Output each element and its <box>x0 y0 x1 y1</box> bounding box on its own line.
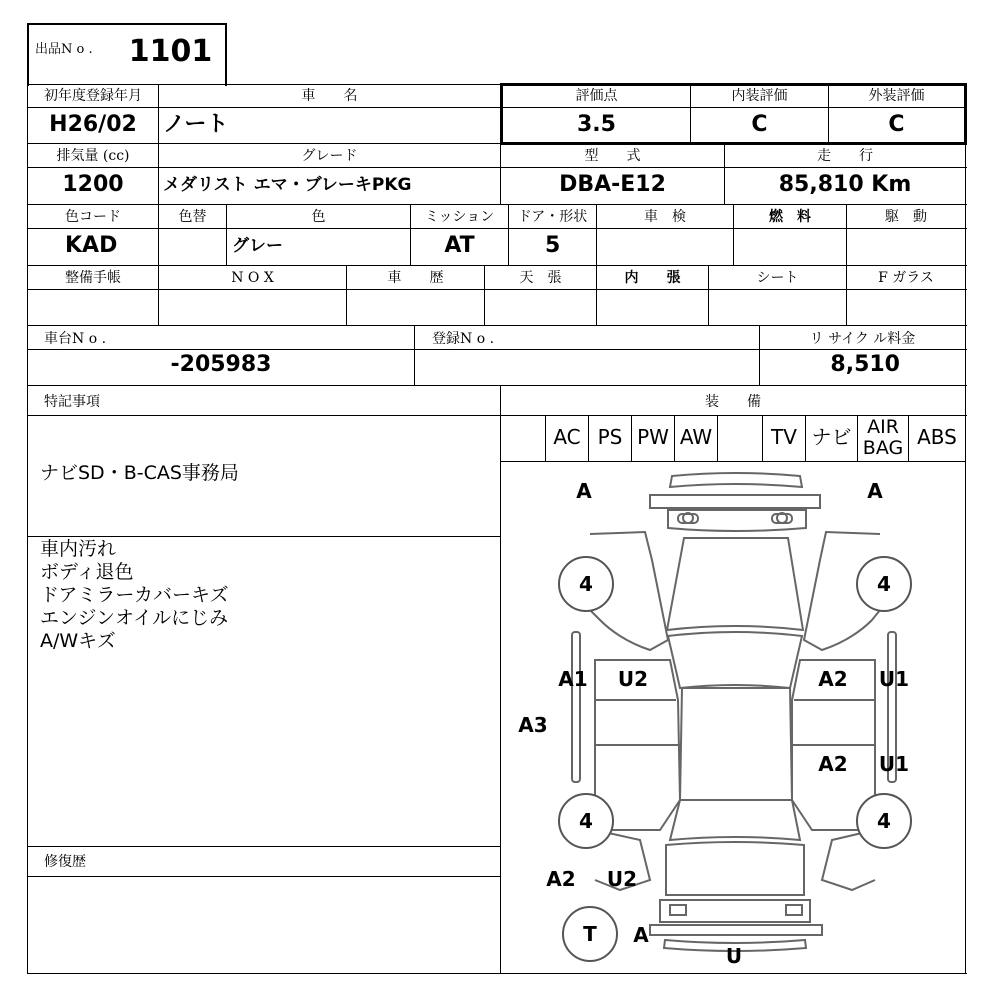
front-glass-label: F ガラス <box>878 270 934 286</box>
recycle-fee-value: 8,510 <box>830 352 900 377</box>
tire-mark: 4 <box>877 572 891 596</box>
special-notes-line: ナビSD・B-CAS事務局 <box>40 462 239 484</box>
damage-mark: A3 <box>518 713 548 737</box>
door-shape-label: ドア・形状 <box>517 209 588 225</box>
first-registration-value: H26/02 <box>49 112 137 137</box>
car-name-value: ノート <box>163 112 229 137</box>
registration-number-label: 登録N o . <box>432 331 495 347</box>
damage-mark: U1 <box>878 667 910 691</box>
recycle-fee-label: リ サイク ル料金 <box>809 331 916 347</box>
model-code-value: DBA-E12 <box>559 172 666 197</box>
color-label: 色 <box>311 209 326 225</box>
score-label: 評価点 <box>575 88 618 104</box>
damage-mark: A <box>576 479 592 503</box>
first-registration-label: 初年度登録年月 <box>44 88 142 104</box>
exterior-grade-label: 外装評価 <box>868 88 925 104</box>
damage-mark: A <box>867 479 883 503</box>
exterior-grade-value: C <box>888 112 905 137</box>
equipment-abs: ABS <box>917 425 957 449</box>
chassis-number-label: 車台N o . <box>44 331 107 347</box>
equipment-airbag: AIR BAG <box>862 416 904 459</box>
model-code-label: 型 式 <box>584 148 641 164</box>
damage-mark: A2 <box>818 752 848 776</box>
equipment-navi: ナビ <box>811 425 852 449</box>
color-value: グレー <box>232 236 283 256</box>
fuel-label: 燃 料 <box>769 209 811 225</box>
mileage-label: 走 行 <box>817 148 873 164</box>
lot-number-label: 出品N o . <box>35 42 93 57</box>
car-history-label: 車 歴 <box>387 270 444 286</box>
interior-grade-label: 内装評価 <box>731 88 788 104</box>
transmission-value: AT <box>444 233 475 258</box>
tire-mark: 4 <box>579 572 593 596</box>
maintenance-book-label: 整備手帳 <box>65 270 121 286</box>
mileage-value: 85,810 Km <box>778 172 912 197</box>
interior-trim-label: 内 張 <box>624 270 681 286</box>
equipment-tv: TV <box>771 425 797 449</box>
grade-label: グレード <box>301 148 358 164</box>
color-code-value: KAD <box>65 233 118 258</box>
lot-number-value: 1101 <box>128 34 213 69</box>
damage-mark: A1 <box>558 667 588 691</box>
interior-grade-value: C <box>751 112 768 137</box>
damage-mark: U <box>725 944 743 968</box>
damage-mark: U1 <box>878 752 910 776</box>
damage-mark: U2 <box>617 667 649 691</box>
seat-label: シート <box>756 270 799 286</box>
tire-mark: T <box>583 922 597 946</box>
transmission-label: ミッション <box>424 209 495 225</box>
tire-mark: 4 <box>579 809 593 833</box>
damage-mark: A <box>633 923 649 947</box>
damage-mark: A2 <box>818 667 848 691</box>
inspection-label: 車 検 <box>644 209 686 225</box>
score-value: 3.5 <box>577 112 616 137</box>
tire-mark: 4 <box>877 809 891 833</box>
condition-notes-list: 車内汚れ ボディ退色 ドアミラーカバーキズ エンジンオイルにじみ A/Wキズ <box>40 538 229 652</box>
equipment-ps: PS <box>597 425 623 449</box>
color-code-label: 色コード <box>65 209 121 225</box>
headliner-label: 天 張 <box>519 270 562 286</box>
equipment-pw: PW <box>637 425 669 449</box>
special-notes-label: 特記事項 <box>44 394 100 410</box>
equipment-aw: AW <box>679 425 713 449</box>
nox-label: N O X <box>231 270 274 286</box>
equipment-ac: AC <box>553 425 581 449</box>
displacement-value: 1200 <box>62 172 124 197</box>
repair-history-label: 修復歴 <box>44 854 86 870</box>
damage-mark: A2 <box>546 867 576 891</box>
drive-label: 駆 動 <box>885 209 927 225</box>
damage-mark: U2 <box>606 867 638 891</box>
car-name-label: 車 名 <box>301 88 358 104</box>
displacement-label: 排気量 (cc) <box>56 148 130 164</box>
door-shape-value: 5 <box>545 233 561 258</box>
repaint-label: 色替 <box>178 209 207 225</box>
equipment-label: 装 備 <box>705 394 761 410</box>
grade-value: メダリスト エマ・ブレーキPKG <box>163 175 412 195</box>
chassis-number-value: -205983 <box>170 352 272 377</box>
